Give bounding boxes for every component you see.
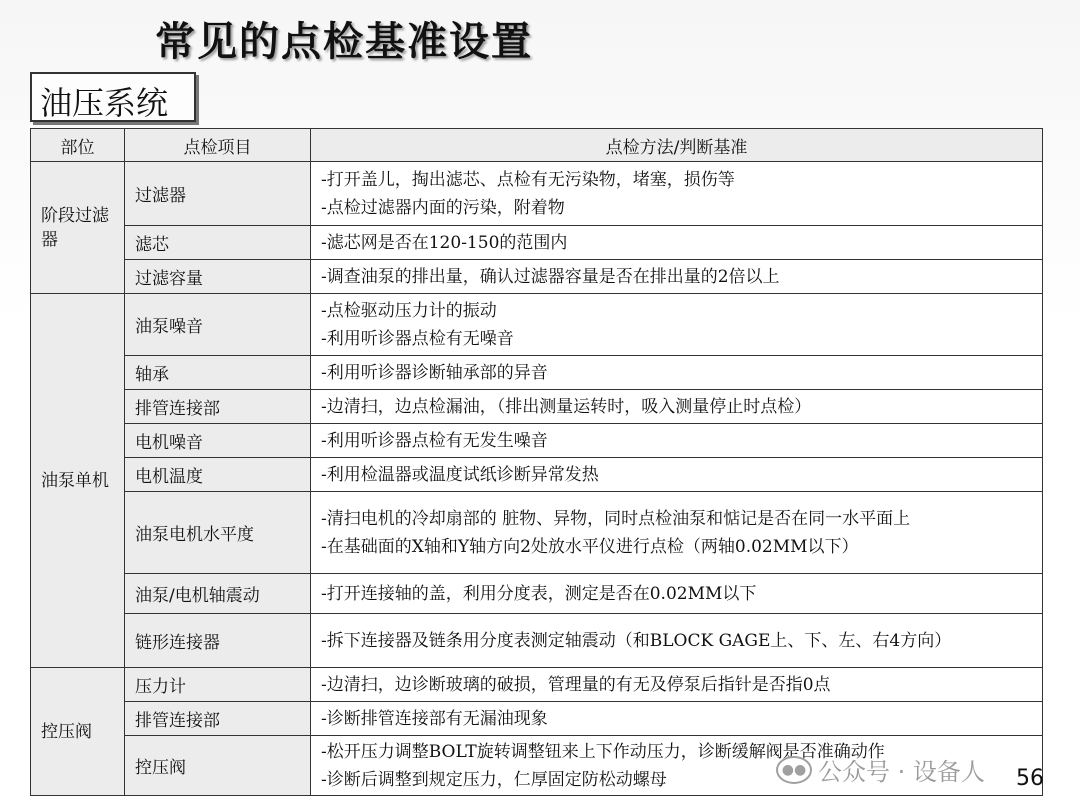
table-row: [31, 260, 1043, 294]
method-line: -点检过滤器内面的污染，附着物: [321, 197, 565, 218]
item-cell: 控压阀: [125, 736, 311, 796]
method-cell: [311, 162, 1043, 226]
item-cell: 过滤器: [125, 162, 311, 226]
method-line: -滤芯网是否在120-150的范围内: [321, 232, 568, 253]
item-cell: 电机噪音: [125, 424, 311, 458]
method-cell: [311, 260, 1043, 294]
inspection-standard-table: [30, 128, 1043, 796]
method-line: -诊断后调整到规定压力，仁厚固定防松动螺母: [321, 769, 667, 790]
section-label: 油压系统: [40, 84, 169, 122]
method-cell: [311, 614, 1043, 668]
item-cell: 油泵/电机轴震动: [125, 574, 311, 614]
item-cell: 压力计: [125, 668, 311, 702]
method-line: -边清扫，边诊断玻璃的破损，管理量的有无及停泵后指针是否指0点: [321, 674, 831, 695]
table-row: [31, 356, 1043, 390]
table-header-row: [31, 129, 1043, 162]
part-cell: 控压阀: [31, 668, 125, 796]
watermark: [776, 752, 985, 787]
method-line: -利用听诊器点检有无发生噪音: [321, 430, 548, 451]
section-label-box: [30, 72, 196, 122]
table-row: [31, 702, 1043, 736]
header-item: 点检项目: [125, 129, 311, 162]
table-row: [31, 458, 1043, 492]
item-cell: 电机温度: [125, 458, 311, 492]
table-row: [31, 294, 1043, 356]
item-cell: 轴承: [125, 356, 311, 390]
item-cell: 排管连接部: [125, 390, 311, 424]
table-row: [31, 668, 1043, 702]
method-line: -边清扫，边点检漏油，（排出测量运转时，吸入测量停止时点检）: [321, 396, 812, 417]
header-part: 部位: [31, 129, 125, 162]
method-cell: [311, 574, 1043, 614]
table-row: [31, 574, 1043, 614]
method-line: -在基础面的X轴和Y轴方向2处放水平仪进行点检（两轴0.02MM以下）: [321, 536, 859, 557]
table-row: [31, 162, 1043, 226]
table-row: [31, 390, 1043, 424]
method-cell: [311, 226, 1043, 260]
part-cell: 油泵单机: [31, 294, 125, 668]
method-cell: [311, 390, 1043, 424]
method-line: -清扫电机的冷却扇部的 脏物、异物，同时点检油泵和惦记是否在同一水平面上: [321, 508, 911, 529]
method-cell: [311, 702, 1043, 736]
method-line: -利用听诊器诊断轴承部的异音: [321, 362, 548, 383]
item-cell: 油泵噪音: [125, 294, 311, 356]
method-cell: [311, 458, 1043, 492]
page-title: 常见的点检基准设置: [155, 19, 533, 65]
header-method: 点检方法/判断基准: [311, 129, 1043, 162]
wechat-icon: ●●: [776, 756, 812, 784]
method-line: -调查油泵的排出量，确认过滤器容量是否在排出量的2倍以上: [321, 266, 780, 287]
method-line: -点检驱动压力计的振动: [321, 300, 497, 321]
item-cell: 过滤容量: [125, 260, 311, 294]
item-cell: 滤芯: [125, 226, 311, 260]
page-number: 56: [1016, 766, 1044, 791]
table-row: [31, 226, 1043, 260]
item-cell: 链形连接器: [125, 614, 311, 668]
method-cell: [311, 424, 1043, 458]
item-cell: 排管连接部: [125, 702, 311, 736]
method-line: -打开盖儿，掏出滤芯、点检有无污染物，堵塞，损伤等: [321, 169, 735, 190]
method-cell: [311, 294, 1043, 356]
watermark-text: 公众号 · 设备人: [818, 758, 985, 786]
method-line: -松开压力调整BOLT旋转调整钮来上下作动压力，诊断缓解阀是否准确动作: [321, 741, 885, 762]
table-row: [31, 492, 1043, 574]
method-cell: [311, 668, 1043, 702]
method-line: -打开连接轴的盖，利用分度表，测定是否在0.02MM以下: [321, 583, 757, 604]
method-line: -利用听诊器点检有无噪音: [321, 328, 514, 349]
method-line: -诊断排管连接部有无漏油现象: [321, 708, 548, 729]
part-cell: 阶段过滤器: [31, 162, 125, 294]
method-line: -利用检温器或温度试纸诊断异常发热: [321, 464, 599, 485]
table-row: [31, 614, 1043, 668]
method-cell: [311, 356, 1043, 390]
method-line: -拆下连接器及链条用分度表测定轴震动（和BLOCK GAGE上、下、左、右4方向）: [321, 630, 952, 651]
method-cell: [311, 492, 1043, 574]
table-row: [31, 424, 1043, 458]
item-cell: 油泵电机水平度: [125, 492, 311, 574]
